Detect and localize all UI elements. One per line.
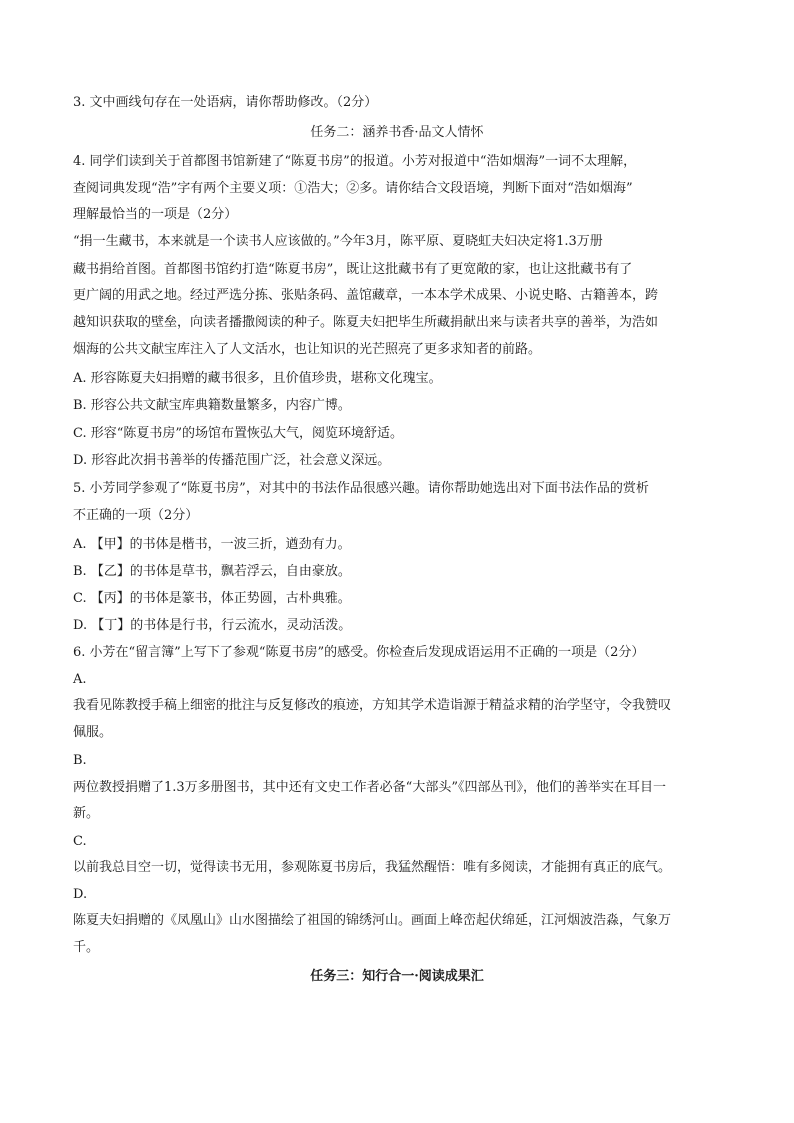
q6-option-c-label: C. [73, 834, 87, 849]
question-5-prompt-line: 不正确的一项（2分） [73, 508, 199, 523]
q6-option-a-label: A. [73, 672, 87, 687]
q4-option-c: C. 形容“陈夏书房”的场馆布置恢弘大气，阅览环境舒适。 [73, 426, 404, 441]
question-4-prompt-line: 查阅词典发现“浩”字有两个主要义项：①浩大；②多。请你结合文段语境，判断下面对“浩如烟海” [73, 181, 633, 196]
q6-option-a-text: 佩服。 [73, 725, 113, 740]
q5-option-d: D. 【丁】的书体是行书，行云流水，灵动活泼。 [73, 618, 352, 633]
q6-option-a-text: 我看见陈教授手稿上细密的批注与反复修改的痕迹，方知其学术造诣源于精益求精的治学坚守，令我赞叹 [73, 698, 672, 713]
q5-option-b: B. 【乙】的书体是草书，飘若浮云，自由豪放。 [73, 564, 351, 579]
question-4-prompt-line: 4. 同学们读到关于首都图书馆新建了“陈夏书房”的报道。小芳对报道中“浩如烟海”一词不太理解， [73, 154, 637, 169]
q4-option-a: A. 形容陈夏夫妇捐赠的藏书很多，且价值珍贵，堪称文化瑰宝。 [73, 371, 442, 386]
q6-option-c-text: 以前我总目空一切，觉得读书无用，参观陈夏书房后，我猛然醒悟：唯有多阅读，才能拥有真正的底气。 [73, 860, 672, 875]
task2-heading: 任务二：涵养书香·品文人情怀 [310, 125, 484, 140]
passage-line: 更广阔的用武之地。经过严选分拣、张贴条码、盖馆藏章，一本本学术成果、小说史略、古籍善本，跨 [73, 288, 659, 303]
q6-option-b-label: B. [73, 753, 87, 768]
passage-line: “捐一生藏书，本来就是一个读书人应该做的。”今年3月，陈平原、夏晓虹夫妇决定将1.3万册 [73, 234, 603, 249]
question-5-prompt-line: 5. 小芳同学参观了“陈夏书房”，对其中的书法作品很感兴趣。请你帮助她选出对下面书法作品的赏析 [73, 481, 649, 496]
passage-line: 藏书捐给首图。首都图书馆约打造“陈夏书房”，既让这批藏书有了更宽敞的家，也让这批藏书有了 [73, 262, 633, 277]
q5-option-a: A. 【甲】的书体是楷书，一波三折，遒劲有力。 [73, 537, 351, 552]
q6-option-d-label: D. [73, 887, 88, 902]
task3-heading: 任务三：知行合一·阅读成果汇 [310, 969, 484, 984]
q6-option-b-text: 两位教授捐赠了1.3万多册图书，其中还有文史工作者必备“大部头”《四部丛刊》，他们的善举实在耳目一 [73, 780, 666, 795]
passage-line: 越知识获取的壁垒，向读者播撒阅读的种子。陈夏夫妇把毕生所藏捐献出来与读者共享的善举，为浩如 [73, 315, 659, 330]
question-6-prompt: 6. 小芳在“留言簿”上写下了参观“陈夏书房”的感受。你检查后发现成语运用不正确的一项是（2分） [73, 645, 645, 660]
question-3: 3. 文中画线句存在一处语病，请你帮助修改。（2分） [73, 95, 378, 110]
q6-option-d-text: 陈夏夫妇捐赠的《凤凰山》山水图描绘了祖国的锦绣河山。画面上峰峦起伏绵延，江河烟波浩淼，气象万 [73, 913, 672, 928]
passage-line: 烟海的公共文献宝库注入了人文活水，也让知识的光芒照亮了更多求知者的前路。 [73, 342, 542, 357]
q4-option-d: D. 形容此次捐书善举的传播范围广泛，社会意义深远。 [73, 453, 391, 468]
q5-option-c: C. 【丙】的书体是篆书，体正势圆，古朴典雅。 [73, 591, 351, 606]
q4-option-b: B. 形容公共文献宝库典籍数量繁多，内容广博。 [73, 398, 351, 413]
q6-option-d-text: 千。 [73, 940, 100, 955]
question-4-prompt-line: 理解最恰当的一项是（2分） [73, 207, 238, 222]
q6-option-b-text: 新。 [73, 806, 100, 821]
